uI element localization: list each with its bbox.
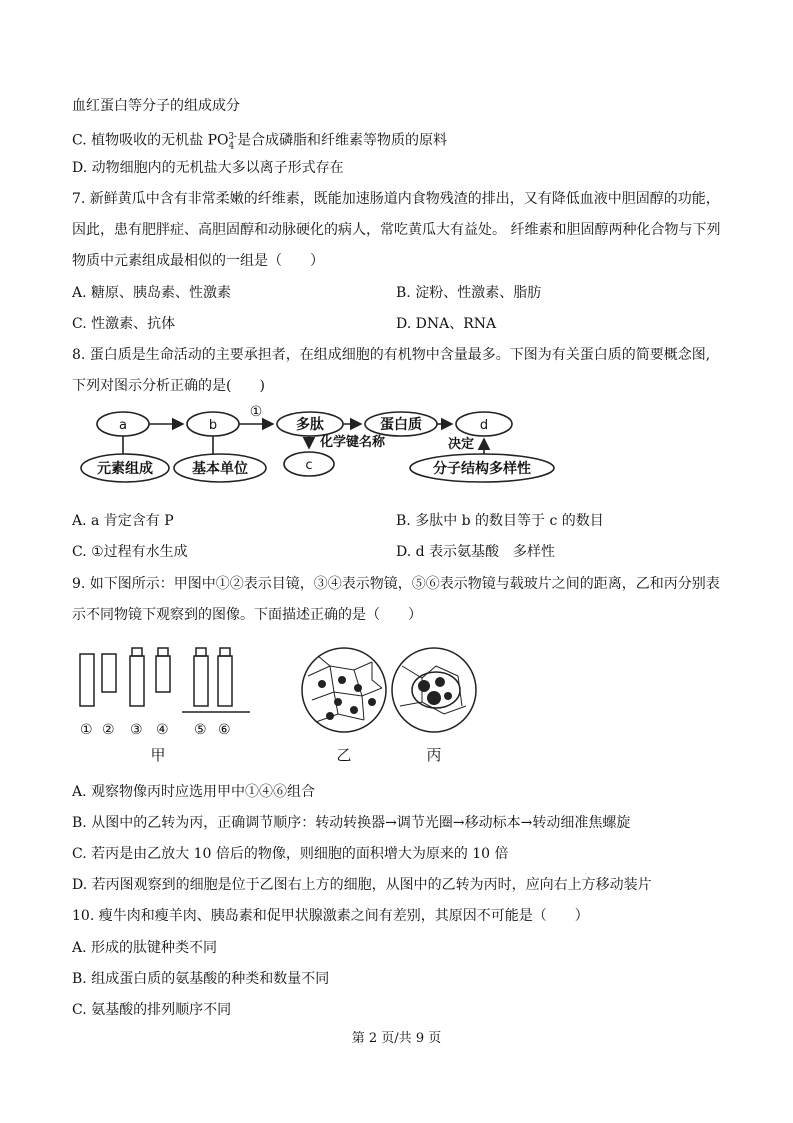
node-c: c (305, 458, 313, 473)
question-7-option-d: D. DNA、RNA (396, 316, 497, 332)
objective-5 (194, 656, 208, 706)
node-protein: 蛋白质 (380, 417, 422, 433)
objective-6 (218, 656, 232, 706)
question-9-option-d: D. 若丙图观察到的细胞是位于乙图右上方的细胞，从图中的乙转为丙时，应向右上方移动装片 (72, 877, 652, 893)
question-9-stem: 示不同物镜下观察到的图像。下面描述正确的是（ ） (72, 607, 422, 623)
label-element: 元素组成 (97, 461, 153, 477)
step-1-label: ① (249, 404, 263, 420)
subscript: 4 (228, 141, 235, 152)
label-bond-name: 化学键名称 (320, 435, 386, 450)
eyepiece-2 (102, 654, 116, 692)
node-d: d (479, 418, 489, 433)
label-jia: 甲 (150, 746, 166, 764)
option-d-prev: D. 动物细胞内的无机盐大多以离子形式存在 (72, 160, 344, 176)
label-2: ② (102, 722, 115, 738)
node-b: b (208, 418, 218, 433)
question-8-option-b: B. 多肽中 b 的数目等于 c 的数目 (396, 513, 604, 529)
view-yi (302, 648, 386, 732)
question-8-stem: 下列对图示分析正确的是( ) (72, 378, 265, 394)
question-10-option-a: A. 形成的肽键种类不同 (72, 940, 218, 956)
view-bing (392, 648, 476, 732)
text-fragment: 是合成磷脂和纤维素等物质的原料 (236, 132, 447, 149)
question-8-option-a: A. a 肯定含有 P (72, 513, 174, 529)
question-7-stem: 物质中元素组成最相似的一组是（ ） (72, 253, 324, 269)
label-4: ④ (156, 722, 169, 738)
label-1: ① (80, 722, 93, 738)
superscript: 3- (228, 132, 237, 142)
question-8-option-c: C. ①过程有水生成 (72, 544, 188, 560)
eyepiece-1 (80, 654, 94, 706)
text-fragment: C. 植物吸收的无机盐 PO (72, 132, 229, 149)
question-9-option-a: A. 观察物像丙时应选用甲中①④⑥组合 (72, 784, 316, 800)
question-9-stem: 9. 如下图所示：甲图中①②表示目镜，③④表示物镜，⑤⑥表示物镜与载玻片之间的距离，乙和丙分别表 (72, 576, 720, 592)
node-a: a (119, 418, 127, 433)
question-7-option-b: B. 淀粉、性激素、脂肪 (396, 285, 542, 301)
microscope-figure (72, 636, 492, 770)
question-9-option-c: C. 若丙是由乙放大 10 倍后的物像，则细胞的面积增大为原来的 10 倍 (72, 846, 509, 862)
label-unit: 基本单位 (192, 461, 248, 477)
node-peptide: 多肽 (296, 417, 324, 433)
label-6: ⑥ (218, 722, 231, 738)
question-7-option-c: C. 性激素、抗体 (72, 316, 176, 332)
option-c-prev (72, 128, 447, 155)
objective-3 (130, 656, 144, 706)
label-diversity: 分子结构多样性 (433, 461, 531, 477)
question-10-option-c: C. 氨基酸的排列顺序不同 (72, 1002, 232, 1018)
label-bing: 丙 (426, 746, 442, 764)
question-7-stem: 因此，患有肥胖症、高胆固醇和动脉硬化的病人，常吃黄瓜大有益处。 纤维素和胆固醇两种化合物与下列 (72, 222, 721, 238)
label-decide: 决定 (448, 437, 475, 452)
question-8-stem: 8. 蛋白质是生命活动的主要承担者，在组成细胞的有机物中含量最多。下图为有关蛋白质的简要概念图, (72, 347, 711, 363)
label-5: ⑤ (194, 722, 207, 738)
protein-concept-diagram (80, 402, 580, 494)
page-footer: 第 2 页/共 9 页 (351, 1031, 442, 1046)
text-line: 血红蛋白等分子的组成成分 (72, 98, 240, 114)
objective-4 (156, 656, 170, 692)
question-7-stem: 7. 新鲜黄瓜中含有非常柔嫩的纤维素，既能加速肠道内食物残渣的排出，又有降低血液中胆固醇的功能， (72, 191, 720, 207)
question-8-option-d: D. d 表示氨基酸 多样性 (396, 544, 556, 560)
label-yi: 乙 (336, 746, 352, 764)
question-10-stem: 10. 瘦牛肉和瘦羊肉、胰岛素和促甲状腺激素之间有差别，其原因不可能是（ ） (72, 908, 589, 924)
question-7-option-a: A. 糖原、胰岛素、性激素 (72, 285, 232, 301)
label-3: ③ (130, 722, 143, 738)
question-9-option-b: B. 从图中的乙转为丙，正确调节顺序：转动转换器→调节光圈→移动标本→转动细准焦螺旋 (72, 815, 631, 831)
question-10-option-b: B. 组成蛋白质的氨基酸的种类和数量不同 (72, 971, 330, 987)
